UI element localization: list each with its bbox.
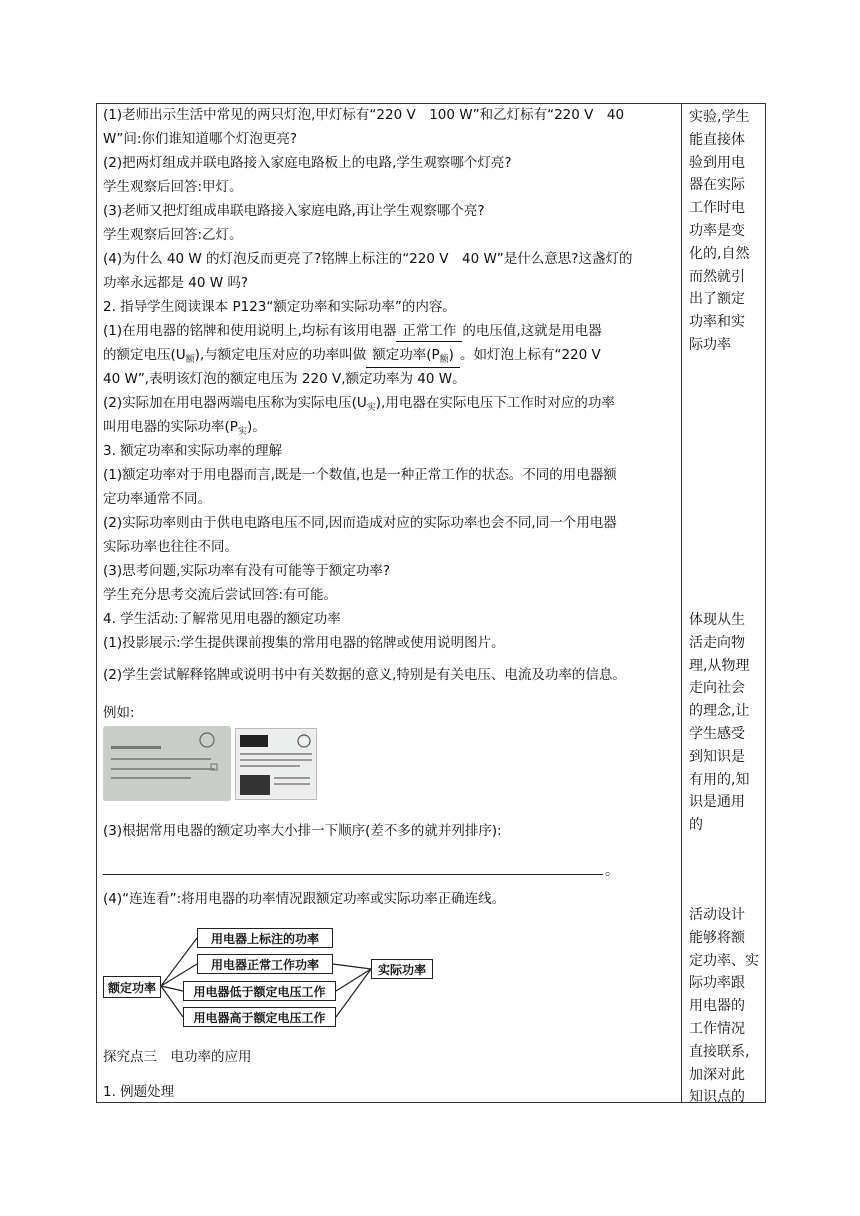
side-note-line: 的理念,让 <box>689 703 750 720</box>
text-line: (4)为什么 40 W 的灯泡反而更亮了?铭牌上标注的“220 V 40 W”是什么意思?这盏灯的 <box>103 251 633 267</box>
text-line: 定功率通常不同。 <box>103 491 211 507</box>
side-note-line: 到知识是 <box>689 748 745 765</box>
side-note-line: 有用的,知 <box>689 771 750 788</box>
text-line: (3)老师又把灯组成串联电路接入家庭电路,再让学生观察哪个亮? <box>103 203 485 219</box>
side-note-line: 识是通用 <box>689 794 745 811</box>
side-note-line: 知识点的 <box>689 1089 745 1106</box>
text-line: 学生观察后回答:甲灯。 <box>103 179 243 195</box>
side-note-line: 工作时电 <box>689 200 745 217</box>
fill-blank: 额定功率$(P_额)$ <box>366 346 460 368</box>
side-note-line: 器在实际 <box>689 177 745 194</box>
side-note-line: 功率是变 <box>689 223 745 239</box>
side-note-line: 学生感受 <box>689 726 745 742</box>
text-line: (2)学生尝试解释铭牌或说明书中有关数据的意义,特别是有关电压、电流及功率的信息。 <box>103 667 626 683</box>
text-line: 学生充分思考交流后尝试回答:有可能。 <box>103 587 338 603</box>
column-divider <box>681 104 682 1102</box>
side-note-line: 验到用电 <box>689 154 745 171</box>
side-note-line: 功率和实 <box>689 314 745 331</box>
side-note-line: 定功率、实 <box>689 952 759 969</box>
side-note-line: 而然就引 <box>689 268 745 285</box>
text-line: (1)投影展示:学生提供课前搜集的常用电器的铭牌或使用说明图片。 <box>103 635 505 651</box>
text-line: (1)老师出示生活中常见的两只灯泡,甲灯标有“220 V 100 W”和乙灯标有“220 V 40 <box>103 107 625 123</box>
side-note-line: 能够将额 <box>689 929 745 946</box>
lesson-table <box>96 103 766 1106</box>
side-note-line: 实验,学生 <box>689 109 750 125</box>
manual-photo <box>235 728 317 800</box>
text-line: (3)根据常用电器的额定功率大小排一下顺序(差不多的就并列排序): <box>103 823 502 839</box>
matching-diagram <box>103 924 443 1034</box>
side-note-line: 活走向物 <box>689 634 745 651</box>
option-box: 用电器上标注的功率 <box>197 928 333 948</box>
actual-voltage-line: (2)实际加在用电器两端电压称为实际电压$(U_实)$,用电器在实际电压下工作时对应的功率 <box>103 395 615 413</box>
fill-blank: 正常工作 <box>396 322 462 342</box>
actual-power-line: 叫用电器的实际功率$(P_实)$。 <box>103 419 266 437</box>
actual-power-box: 实际功率 <box>371 959 433 979</box>
rated-power-line: 的额定电压$(U_额)$,与额定电压对应的功率叫做 额定功率$(P_额)$ 。如灯泡上标有“220 V <box>103 346 601 368</box>
side-note-line: 用电器的 <box>689 998 745 1015</box>
text-line: 实际功率也往往不同。 <box>103 539 238 555</box>
side-note-line: 活动设计 <box>689 907 745 923</box>
text-line: W”问:你们谁知道哪个灯泡更亮? <box>103 131 298 147</box>
side-note-line: 的 <box>689 817 703 834</box>
text-line: 例如: <box>103 705 135 721</box>
side-note-line: 理,从物理 <box>689 657 750 674</box>
text-line: (2)实际功率则由于供电电路电压不同,因而造成对应的实际功率也会不同,同一个用电器 <box>103 515 617 531</box>
option-box: 用电器低于额定电压工作 <box>183 981 336 1001</box>
rated-voltage-line: (1)在用电器的铭牌和使用说明上,均标有该用电器 正常工作 的电压值,这就是用电器 <box>103 322 602 342</box>
section-heading: 探究点三 电功率的应用 <box>103 1049 252 1065</box>
text-line: (2)把两灯组成并联电路接入家庭电路板上的电路,学生观察哪个灯亮? <box>103 155 512 171</box>
side-note-line: 体现从生 <box>689 612 745 628</box>
side-note-line: 际功率跟 <box>689 975 745 992</box>
side-note-line: 走向社会 <box>689 680 745 697</box>
period: 。 <box>605 863 619 879</box>
side-note-line: 际功率 <box>689 337 731 353</box>
side-note-line: 直接联系, <box>689 1043 750 1060</box>
rated-power-box: 额定功率 <box>103 976 161 998</box>
answer-blank-line <box>103 874 603 875</box>
nameplate-photo <box>103 726 231 801</box>
option-box: 用电器高于额定电压工作 <box>183 1007 336 1027</box>
text-line: (3)思考问题,实际功率有没有可能等于额定功率? <box>103 563 391 579</box>
text-line: 4. 学生活动:了解常见用电器的额定功率 <box>103 611 341 627</box>
side-note-line: 能直接体 <box>689 131 745 148</box>
side-note-line: 工作情况 <box>689 1021 745 1037</box>
side-note-line: 加深对此 <box>689 1066 745 1083</box>
text-line: 学生观察后回答:乙灯。 <box>103 227 243 243</box>
text-line: (1)额定功率对于用电器而言,既是一个数值,也是一种正常工作的状态。不同的用电器额 <box>103 467 617 483</box>
text-line: 功率永远都是 40 W 吗? <box>103 275 249 291</box>
side-note-line: 出了额定 <box>689 291 745 308</box>
text-line: 40 W”,表明该灯泡的额定电压为 220 V,额定功率为 40 W。 <box>103 371 466 387</box>
side-note-line: 化的,自然 <box>689 245 750 262</box>
option-box: 用电器正常工作功率 <box>197 954 333 974</box>
text-line: 1. 例题处理 <box>103 1084 175 1100</box>
text-line: (4)“连连看”:将用电器的功率情况跟额定功率或实际功率正确连线。 <box>103 891 506 907</box>
text-line: 3. 额定功率和实际功率的理解 <box>103 443 283 459</box>
text-line: 2. 指导学生阅读课本 P123“额定功率和实际功率”的内容。 <box>103 299 456 315</box>
